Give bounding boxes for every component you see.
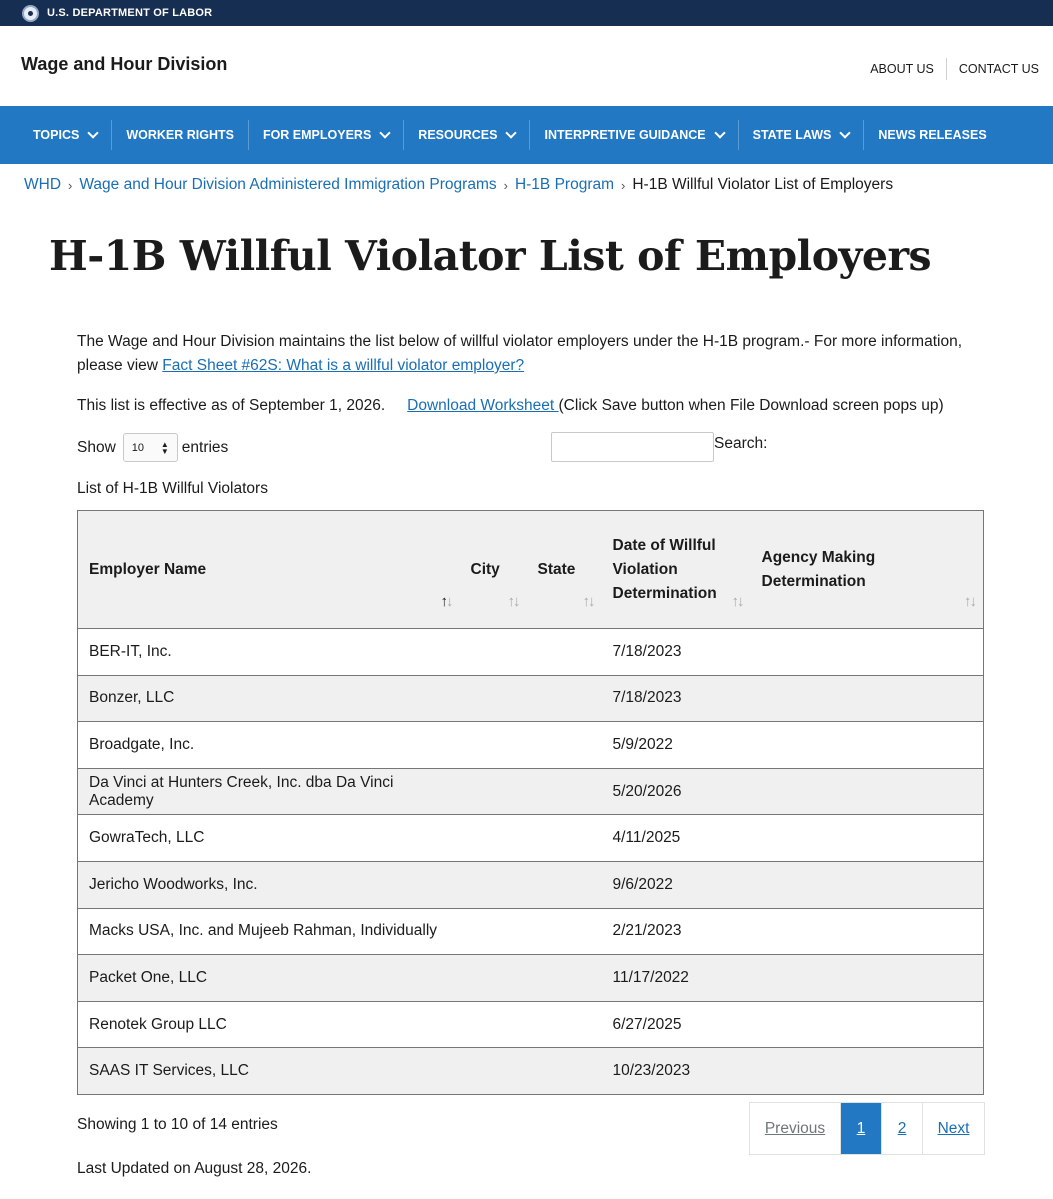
cell-city — [460, 861, 527, 908]
column-label: Agency Making Determination — [761, 548, 876, 590]
col-state[interactable] — [527, 511, 602, 629]
nav-topics[interactable] — [19, 120, 111, 150]
nav-for-employers[interactable] — [248, 120, 403, 150]
cell-employer: Macks USA, Inc. and Mujeeb Rahman, Individually — [78, 908, 460, 955]
cell-date: 10/23/2023 — [602, 1048, 751, 1095]
cell-date: 5/20/2026 — [602, 768, 751, 815]
cell-agency — [751, 722, 984, 769]
breadcrumb-current: H-1B Willful Violator List of Employers — [632, 176, 894, 193]
show-label: Show — [77, 438, 116, 456]
breadcrumb — [24, 176, 893, 194]
table-row — [78, 908, 984, 955]
utility-divider — [946, 58, 947, 80]
cell-state — [527, 629, 602, 676]
nav-label: INTERPRETIVE GUIDANCE — [544, 128, 706, 142]
cell-state — [527, 861, 602, 908]
cell-agency — [751, 768, 984, 815]
cell-city — [460, 675, 527, 722]
nav-news-releases[interactable] — [863, 120, 1000, 150]
site-title[interactable]: Wage and Hour Division — [21, 54, 228, 74]
page-2-button[interactable]: 2 — [881, 1103, 922, 1154]
cell-state — [527, 1048, 602, 1095]
contact-us-link[interactable]: CONTACT US — [958, 62, 1039, 76]
table-row — [78, 815, 984, 862]
entries-select[interactable] — [123, 433, 178, 462]
cell-employer: Renotek Group LLC — [78, 1001, 460, 1048]
about-us-link[interactable]: ABOUT US — [870, 62, 934, 76]
site-header — [0, 26, 1053, 106]
table-row — [78, 629, 984, 676]
nav-label: RESOURCES — [418, 128, 498, 142]
cell-city — [460, 768, 527, 815]
chevron-down-icon — [88, 127, 99, 138]
cell-state — [527, 908, 602, 955]
cell-state — [527, 675, 602, 722]
entries-select-value: 10 — [131, 441, 145, 454]
col-employer-name[interactable] — [78, 511, 460, 629]
column-label: City — [470, 560, 500, 578]
cell-city — [460, 1001, 527, 1048]
previous-page-button[interactable]: Previous — [764, 1119, 826, 1137]
sort-icon: ↑↓ — [731, 593, 743, 610]
cell-employer: Broadgate, Inc. — [78, 722, 460, 769]
breadcrumb-link-immigration[interactable]: Wage and Hour Division Administered Immigration Programs — [79, 176, 497, 193]
fact-sheet-link[interactable]: Fact Sheet #62S: What is a willful violator employer? — [162, 357, 525, 374]
search-input[interactable] — [551, 432, 714, 462]
chevron-down-icon — [380, 127, 391, 138]
gov-banner-text: U.S. DEPARTMENT OF LABOR — [47, 7, 213, 19]
utility-nav — [870, 58, 1039, 80]
cell-city — [460, 815, 527, 862]
page-1-button[interactable]: 1 — [840, 1103, 881, 1154]
table-row — [78, 675, 984, 722]
chevron-down-icon — [840, 127, 851, 138]
cell-agency — [751, 861, 984, 908]
cell-city — [460, 908, 527, 955]
cell-city — [460, 722, 527, 769]
violators-table — [77, 510, 984, 1095]
sort-icon: ↑↓ — [507, 593, 519, 610]
cell-state — [527, 1001, 602, 1048]
table-row — [78, 955, 984, 1002]
cell-employer: Da Vinci at Hunters Creek, Inc. dba Da Vinci Academy — [78, 768, 460, 815]
cell-date: 2/21/2023 — [602, 908, 751, 955]
cell-state — [527, 722, 602, 769]
nav-label: WORKER RIGHTS — [126, 128, 234, 142]
page-title: H-1B Willful Violator List of Employers — [49, 232, 932, 280]
cell-state — [527, 815, 602, 862]
pagination — [749, 1102, 985, 1155]
dol-seal-icon — [22, 5, 39, 22]
intro-text: The Wage and Hour Division maintains the list below of willful violator employers under the H-1B program.- For more information, please view — [77, 333, 963, 374]
chevron-down-icon — [714, 127, 725, 138]
cell-date: 7/18/2023 — [602, 629, 751, 676]
cell-city — [460, 629, 527, 676]
table-caption: List of H-1B Willful Violators — [77, 480, 268, 497]
cell-employer: GowraTech, LLC — [78, 815, 460, 862]
cell-date: 5/9/2022 — [602, 722, 751, 769]
cell-agency — [751, 908, 984, 955]
cell-agency — [751, 1001, 984, 1048]
last-updated: Last Updated on August 28, 2026. — [77, 1160, 312, 1177]
cell-city — [460, 955, 527, 1002]
nav-worker-rights[interactable] — [111, 120, 248, 150]
table-header-row — [78, 511, 984, 629]
sort-icon: ↑↓ — [582, 593, 594, 610]
cell-date: 6/27/2025 — [602, 1001, 751, 1048]
nav-interpretive-guidance[interactable] — [529, 120, 737, 150]
nav-label: NEWS RELEASES — [878, 128, 987, 142]
cell-employer: Jericho Woodworks, Inc. — [78, 861, 460, 908]
table-row — [78, 768, 984, 815]
entries-label: entries — [181, 438, 229, 456]
cell-agency — [751, 955, 984, 1002]
nav-state-laws[interactable] — [738, 120, 864, 150]
cell-employer: Packet One, LLC — [78, 955, 460, 1002]
chevron-right-icon: › — [68, 177, 73, 193]
cell-employer: Bonzer, LLC — [78, 675, 460, 722]
gov-banner — [0, 0, 1053, 26]
nav-label: STATE LAWS — [752, 128, 832, 142]
table-row — [78, 1001, 984, 1048]
cell-date: 9/6/2022 — [602, 861, 751, 908]
cell-agency — [751, 629, 984, 676]
entries-length-control — [77, 433, 228, 462]
cell-agency — [751, 815, 984, 862]
chevron-right-icon: › — [621, 177, 626, 193]
col-violation-date[interactable] — [602, 511, 751, 629]
cell-city — [460, 1048, 527, 1095]
table-row — [78, 1048, 984, 1095]
table-info: Showing 1 to 10 of 14 entries — [77, 1116, 278, 1133]
column-label: Employer Name — [89, 560, 207, 578]
nav-label: FOR EMPLOYERS — [262, 128, 372, 142]
intro-paragraph — [77, 330, 987, 378]
select-arrows-icon: ▲ ▼ — [160, 439, 169, 456]
cell-date: 7/18/2023 — [602, 675, 751, 722]
chevron-down-icon — [506, 127, 517, 138]
breadcrumb-link-h1b[interactable]: H-1B Program — [514, 176, 615, 193]
breadcrumb-link-whd[interactable]: WHD — [24, 176, 62, 193]
effective-date-text: This list is effective as of September 1, 2026. — [77, 397, 386, 414]
cell-state — [527, 955, 602, 1002]
col-city[interactable] — [460, 511, 527, 629]
effective-paragraph — [77, 394, 944, 418]
column-label: State — [537, 560, 576, 578]
table-row — [78, 861, 984, 908]
download-worksheet-link[interactable]: Download Worksheet — [407, 397, 559, 414]
download-note: (Click Save button when File Download screen pops up) — [558, 397, 944, 414]
cell-date: 4/11/2025 — [602, 815, 751, 862]
nav-label: TOPICS — [33, 128, 80, 142]
search-label: Search: — [714, 435, 768, 452]
cell-employer: BER-IT, Inc. — [78, 629, 460, 676]
nav-resources[interactable] — [403, 120, 529, 150]
table-row — [78, 722, 984, 769]
main-nav — [0, 106, 1053, 164]
cell-state — [527, 768, 602, 815]
column-label: Date of Willful Violation Determination — [612, 536, 717, 602]
sort-ascending-icon: ↑↓ — [440, 593, 452, 610]
cell-agency — [751, 675, 984, 722]
next-page-button[interactable]: Next — [922, 1103, 984, 1154]
col-agency[interactable] — [751, 511, 984, 629]
chevron-right-icon: › — [503, 177, 508, 193]
cell-employer: SAAS IT Services, LLC — [78, 1048, 460, 1095]
sort-icon: ↑↓ — [964, 593, 975, 610]
cell-date: 11/17/2022 — [602, 955, 751, 1002]
cell-agency — [751, 1048, 984, 1095]
